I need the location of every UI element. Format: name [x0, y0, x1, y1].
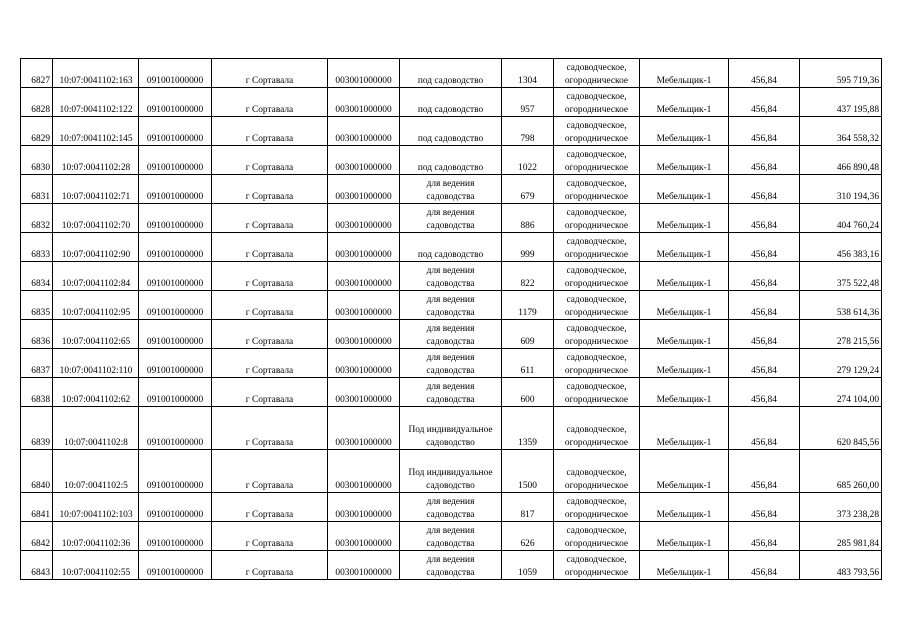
table-row — [21, 59, 882, 88]
settlement-cell: г Сортавала — [212, 117, 328, 146]
use-type-cell: садоводческое, огородническое — [554, 291, 640, 320]
specific-value-cell: 456,84 — [729, 204, 800, 233]
okato-code-cell: 091001000000 — [139, 59, 212, 88]
okato-code-cell: 091001000000 — [139, 88, 212, 117]
area-cell: 886 — [502, 204, 554, 233]
permitted-use-cell: для ведения садоводства — [400, 204, 502, 233]
row-number-cell: 6834 — [21, 262, 53, 291]
cooperative-cell: Мебельщик-1 — [640, 378, 729, 407]
cadastral-value-cell: 483 793,56 — [800, 551, 882, 580]
category-code-cell: 003001000000 — [328, 262, 400, 291]
use-type-cell: садоводческое, огородническое — [554, 349, 640, 378]
area-cell: 798 — [502, 117, 554, 146]
specific-value-cell: 456,84 — [729, 493, 800, 522]
settlement-cell: г Сортавала — [212, 450, 328, 493]
okato-code-cell: 091001000000 — [139, 291, 212, 320]
permitted-use-cell: для ведения садоводства — [400, 378, 502, 407]
okato-code-cell: 091001000000 — [139, 117, 212, 146]
cadastral-number-cell: 10:07:0041102:62 — [53, 378, 139, 407]
specific-value-cell: 456,84 — [729, 59, 800, 88]
table-row — [21, 88, 882, 117]
use-type-cell: садоводческое, огородническое — [554, 88, 640, 117]
cooperative-cell: Мебельщик-1 — [640, 88, 729, 117]
settlement-cell: г Сортавала — [212, 233, 328, 262]
specific-value-cell: 456,84 — [729, 146, 800, 175]
cooperative-cell: Мебельщик-1 — [640, 175, 729, 204]
use-type-cell: садоводческое, огородническое — [554, 59, 640, 88]
settlement-cell: г Сортавала — [212, 146, 328, 175]
cooperative-cell: Мебельщик-1 — [640, 233, 729, 262]
settlement-cell: г Сортавала — [212, 320, 328, 349]
area-cell: 1059 — [502, 551, 554, 580]
category-code-cell: 003001000000 — [328, 551, 400, 580]
cadastral-value-cell: 375 522,48 — [800, 262, 882, 291]
area-cell: 609 — [502, 320, 554, 349]
cadastral-number-cell: 10:07:0041102:84 — [53, 262, 139, 291]
settlement-cell: г Сортавала — [212, 291, 328, 320]
table-row — [21, 262, 882, 291]
cooperative-cell: Мебельщик-1 — [640, 493, 729, 522]
cadastral-number-cell: 10:07:0041102:71 — [53, 175, 139, 204]
cadastral-number-cell: 10:07:0041102:95 — [53, 291, 139, 320]
specific-value-cell: 456,84 — [729, 262, 800, 291]
category-code-cell: 003001000000 — [328, 493, 400, 522]
okato-code-cell: 091001000000 — [139, 146, 212, 175]
table-row — [21, 493, 882, 522]
area-cell: 600 — [502, 378, 554, 407]
cooperative-cell: Мебельщик-1 — [640, 117, 729, 146]
cadastral-value-cell: 437 195,88 — [800, 88, 882, 117]
category-code-cell: 003001000000 — [328, 204, 400, 233]
table-row — [21, 450, 882, 493]
okato-code-cell: 091001000000 — [139, 204, 212, 233]
permitted-use-cell: под садоводство — [400, 59, 502, 88]
land-plots-table — [20, 58, 882, 580]
use-type-cell: садоводческое, огородническое — [554, 522, 640, 551]
cadastral-number-cell: 10:07:0041102:163 — [53, 59, 139, 88]
category-code-cell: 003001000000 — [328, 88, 400, 117]
area-cell: 1022 — [502, 146, 554, 175]
specific-value-cell: 456,84 — [729, 407, 800, 450]
cooperative-cell: Мебельщик-1 — [640, 551, 729, 580]
row-number-cell: 6830 — [21, 146, 53, 175]
category-code-cell: 003001000000 — [328, 320, 400, 349]
okato-code-cell: 091001000000 — [139, 522, 212, 551]
settlement-cell: г Сортавала — [212, 522, 328, 551]
cadastral-value-cell: 620 845,56 — [800, 407, 882, 450]
settlement-cell: г Сортавала — [212, 59, 328, 88]
area-cell: 626 — [502, 522, 554, 551]
specific-value-cell: 456,84 — [729, 349, 800, 378]
use-type-cell: садоводческое, огородническое — [554, 146, 640, 175]
permitted-use-cell: для ведения садоводства — [400, 551, 502, 580]
settlement-cell: г Сортавала — [212, 175, 328, 204]
table-row — [21, 522, 882, 551]
cooperative-cell: Мебельщик-1 — [640, 349, 729, 378]
okato-code-cell: 091001000000 — [139, 175, 212, 204]
permitted-use-cell: для ведения садоводства — [400, 262, 502, 291]
cadastral-value-cell: 274 104,00 — [800, 378, 882, 407]
row-number-cell: 6838 — [21, 378, 53, 407]
cadastral-value-cell: 285 981,84 — [800, 522, 882, 551]
cooperative-cell: Мебельщик-1 — [640, 291, 729, 320]
category-code-cell: 003001000000 — [328, 407, 400, 450]
table-row — [21, 204, 882, 233]
table-row — [21, 291, 882, 320]
cadastral-value-cell: 595 719,36 — [800, 59, 882, 88]
row-number-cell: 6831 — [21, 175, 53, 204]
table-row — [21, 233, 882, 262]
table-row — [21, 175, 882, 204]
use-type-cell: садоводческое, огородническое — [554, 175, 640, 204]
cadastral-value-cell: 279 129,24 — [800, 349, 882, 378]
category-code-cell: 003001000000 — [328, 291, 400, 320]
cadastral-value-cell: 466 890,48 — [800, 146, 882, 175]
area-cell: 1359 — [502, 407, 554, 450]
area-cell: 822 — [502, 262, 554, 291]
cadastral-value-cell: 404 760,24 — [800, 204, 882, 233]
cooperative-cell: Мебельщик-1 — [640, 262, 729, 291]
permitted-use-cell: под садоводство — [400, 233, 502, 262]
okato-code-cell: 091001000000 — [139, 407, 212, 450]
specific-value-cell: 456,84 — [729, 233, 800, 262]
settlement-cell: г Сортавала — [212, 551, 328, 580]
specific-value-cell: 456,84 — [729, 450, 800, 493]
row-number-cell: 6843 — [21, 551, 53, 580]
permitted-use-cell: для ведения садоводства — [400, 349, 502, 378]
cooperative-cell: Мебельщик-1 — [640, 146, 729, 175]
okato-code-cell: 091001000000 — [139, 551, 212, 580]
permitted-use-cell: под садоводство — [400, 117, 502, 146]
cooperative-cell: Мебельщик-1 — [640, 204, 729, 233]
table-row — [21, 117, 882, 146]
settlement-cell: г Сортавала — [212, 349, 328, 378]
row-number-cell: 6840 — [21, 450, 53, 493]
settlement-cell: г Сортавала — [212, 493, 328, 522]
category-code-cell: 003001000000 — [328, 233, 400, 262]
use-type-cell: садоводческое, огородническое — [554, 204, 640, 233]
cadastral-number-cell: 10:07:0041102:110 — [53, 349, 139, 378]
cooperative-cell: Мебельщик-1 — [640, 59, 729, 88]
settlement-cell: г Сортавала — [212, 204, 328, 233]
specific-value-cell: 456,84 — [729, 117, 800, 146]
permitted-use-cell: под садоводство — [400, 88, 502, 117]
use-type-cell: садоводческое, огородническое — [554, 117, 640, 146]
category-code-cell: 003001000000 — [328, 175, 400, 204]
area-cell: 611 — [502, 349, 554, 378]
okato-code-cell: 091001000000 — [139, 349, 212, 378]
specific-value-cell: 456,84 — [729, 522, 800, 551]
use-type-cell: садоводческое, огородническое — [554, 493, 640, 522]
category-code-cell: 003001000000 — [328, 117, 400, 146]
area-cell: 1179 — [502, 291, 554, 320]
cooperative-cell: Мебельщик-1 — [640, 450, 729, 493]
area-cell: 679 — [502, 175, 554, 204]
row-number-cell: 6829 — [21, 117, 53, 146]
table-row — [21, 551, 882, 580]
settlement-cell: г Сортавала — [212, 88, 328, 117]
document-page — [20, 58, 882, 580]
row-number-cell: 6842 — [21, 522, 53, 551]
permitted-use-cell: для ведения садоводства — [400, 522, 502, 551]
cadastral-value-cell: 685 260,00 — [800, 450, 882, 493]
table-row — [21, 407, 882, 450]
row-number-cell: 6832 — [21, 204, 53, 233]
row-number-cell: 6839 — [21, 407, 53, 450]
cadastral-number-cell: 10:07:0041102:5 — [53, 450, 139, 493]
area-cell: 957 — [502, 88, 554, 117]
area-cell: 1500 — [502, 450, 554, 493]
permitted-use-cell: для ведения садоводства — [400, 175, 502, 204]
row-number-cell: 6827 — [21, 59, 53, 88]
category-code-cell: 003001000000 — [328, 146, 400, 175]
cadastral-number-cell: 10:07:0041102:90 — [53, 233, 139, 262]
cadastral-number-cell: 10:07:0041102:145 — [53, 117, 139, 146]
permitted-use-cell: Под индивидуальное садоводство — [400, 450, 502, 493]
category-code-cell: 003001000000 — [328, 378, 400, 407]
table-row — [21, 349, 882, 378]
cadastral-value-cell: 538 614,36 — [800, 291, 882, 320]
row-number-cell: 6833 — [21, 233, 53, 262]
use-type-cell: садоводческое, огородническое — [554, 262, 640, 291]
settlement-cell: г Сортавала — [212, 378, 328, 407]
cooperative-cell: Мебельщик-1 — [640, 407, 729, 450]
specific-value-cell: 456,84 — [729, 378, 800, 407]
okato-code-cell: 091001000000 — [139, 320, 212, 349]
specific-value-cell: 456,84 — [729, 320, 800, 349]
cadastral-number-cell: 10:07:0041102:28 — [53, 146, 139, 175]
okato-code-cell: 091001000000 — [139, 262, 212, 291]
settlement-cell: г Сортавала — [212, 407, 328, 450]
cadastral-number-cell: 10:07:0041102:8 — [53, 407, 139, 450]
cadastral-number-cell: 10:07:0041102:36 — [53, 522, 139, 551]
use-type-cell: садоводческое, огородническое — [554, 320, 640, 349]
okato-code-cell: 091001000000 — [139, 378, 212, 407]
cadastral-value-cell: 278 215,56 — [800, 320, 882, 349]
category-code-cell: 003001000000 — [328, 522, 400, 551]
row-number-cell: 6835 — [21, 291, 53, 320]
row-number-cell: 6836 — [21, 320, 53, 349]
cadastral-number-cell: 10:07:0041102:122 — [53, 88, 139, 117]
table-row — [21, 378, 882, 407]
cooperative-cell: Мебельщик-1 — [640, 320, 729, 349]
specific-value-cell: 456,84 — [729, 551, 800, 580]
specific-value-cell: 456,84 — [729, 175, 800, 204]
area-cell: 817 — [502, 493, 554, 522]
cadastral-number-cell: 10:07:0041102:65 — [53, 320, 139, 349]
cadastral-number-cell: 10:07:0041102:70 — [53, 204, 139, 233]
area-cell: 999 — [502, 233, 554, 262]
cadastral-number-cell: 10:07:0041102:103 — [53, 493, 139, 522]
cadastral-number-cell: 10:07:0041102:55 — [53, 551, 139, 580]
category-code-cell: 003001000000 — [328, 59, 400, 88]
permitted-use-cell: Под индивидуальное садоводство — [400, 407, 502, 450]
cadastral-value-cell: 373 238,28 — [800, 493, 882, 522]
use-type-cell: садоводческое, огородническое — [554, 378, 640, 407]
okato-code-cell: 091001000000 — [139, 450, 212, 493]
table-row — [21, 146, 882, 175]
use-type-cell: садоводческое, огородническое — [554, 233, 640, 262]
okato-code-cell: 091001000000 — [139, 233, 212, 262]
area-cell: 1304 — [502, 59, 554, 88]
row-number-cell: 6837 — [21, 349, 53, 378]
permitted-use-cell: под садоводство — [400, 146, 502, 175]
cadastral-value-cell: 364 558,32 — [800, 117, 882, 146]
specific-value-cell: 456,84 — [729, 88, 800, 117]
permitted-use-cell: для ведения садоводства — [400, 291, 502, 320]
settlement-cell: г Сортавала — [212, 262, 328, 291]
category-code-cell: 003001000000 — [328, 450, 400, 493]
specific-value-cell: 456,84 — [729, 291, 800, 320]
okato-code-cell: 091001000000 — [139, 493, 212, 522]
use-type-cell: садоводческое, огородническое — [554, 551, 640, 580]
use-type-cell: садоводческое, огородническое — [554, 407, 640, 450]
row-number-cell: 6828 — [21, 88, 53, 117]
row-number-cell: 6841 — [21, 493, 53, 522]
cadastral-value-cell: 456 383,16 — [800, 233, 882, 262]
table-row — [21, 320, 882, 349]
cadastral-value-cell: 310 194,36 — [800, 175, 882, 204]
category-code-cell: 003001000000 — [328, 349, 400, 378]
permitted-use-cell: для ведения садоводства — [400, 493, 502, 522]
cooperative-cell: Мебельщик-1 — [640, 522, 729, 551]
table-body — [21, 59, 882, 580]
use-type-cell: садоводческое, огородническое — [554, 450, 640, 493]
permitted-use-cell: для ведения садоводства — [400, 320, 502, 349]
